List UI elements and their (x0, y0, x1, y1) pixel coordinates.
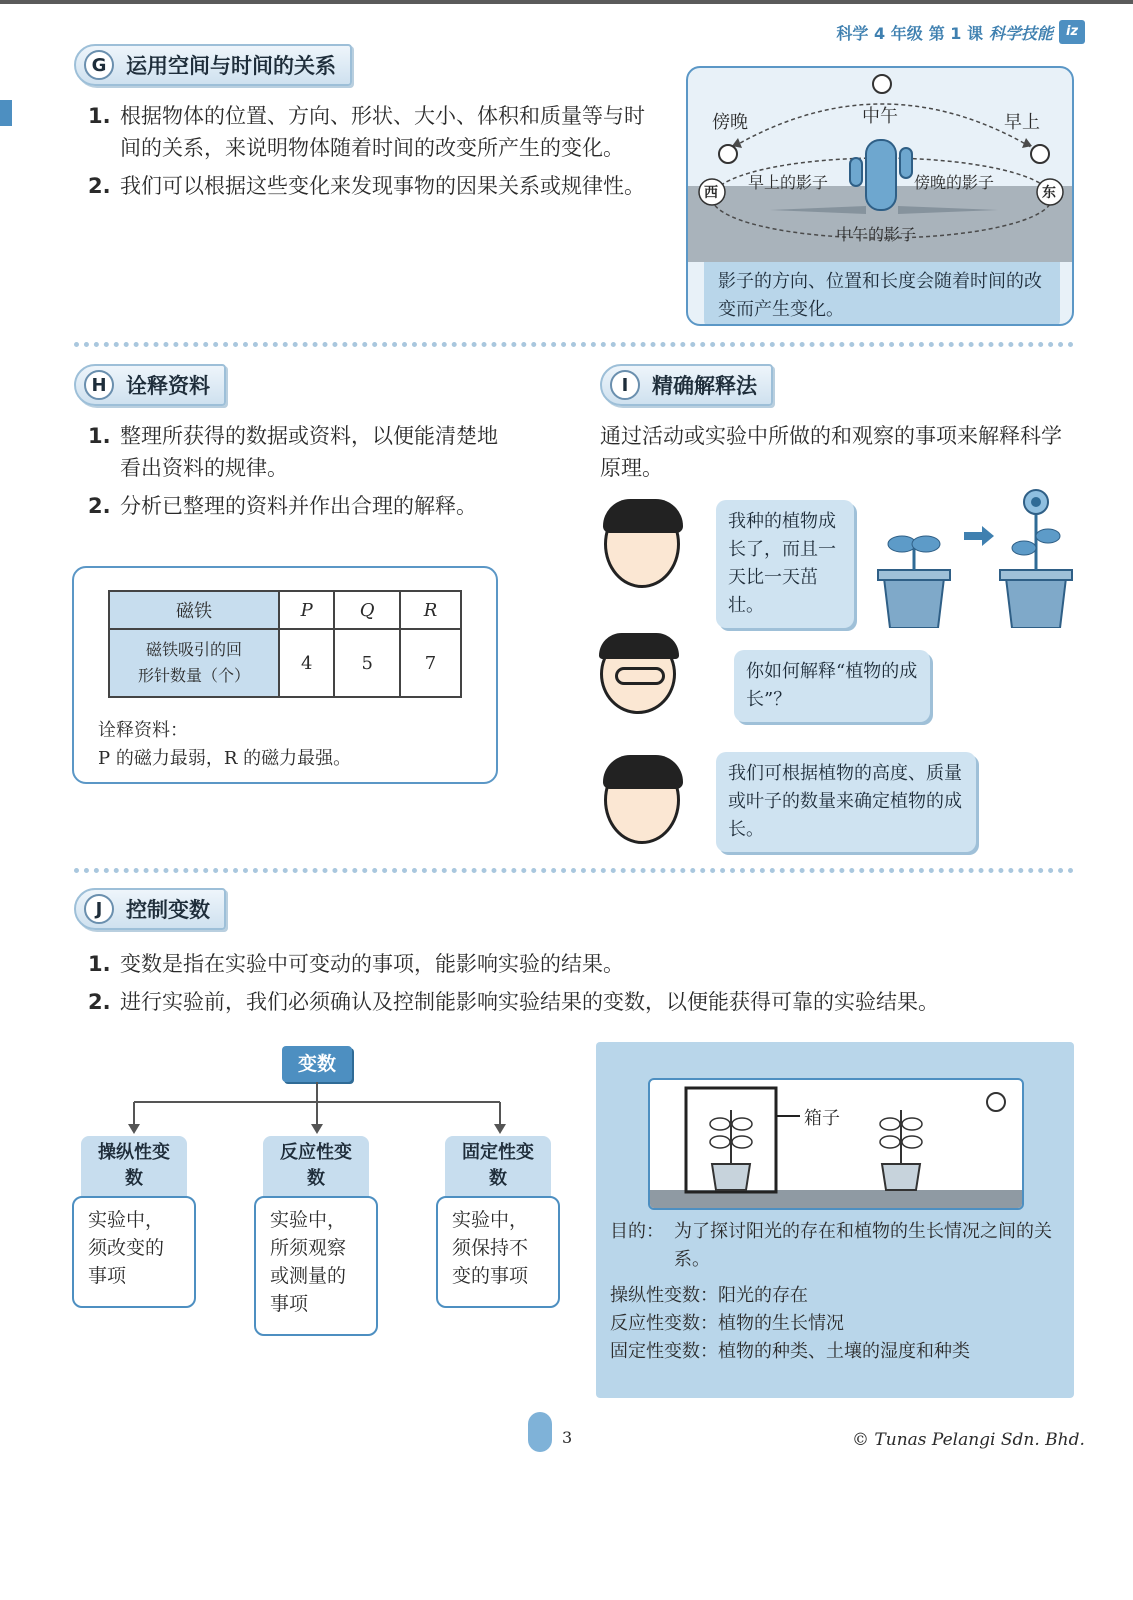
section-g-title: 运用空间与时间的关系 (126, 54, 336, 78)
label-evening: 傍晚 (712, 112, 748, 133)
glasses-icon (615, 667, 665, 685)
left-margin-tab (0, 100, 12, 126)
speech-bubble-2: 你如何解释“植物的成长”？ (734, 650, 930, 722)
table-row (109, 591, 461, 629)
label-shadow-morning: 早上的影子 (748, 173, 829, 192)
constant-title: 固定性变数 (445, 1136, 551, 1220)
plant-in-sun-icon (880, 1110, 922, 1190)
experiment-manipulated: 操纵性变数：阳光的存在 (610, 1285, 808, 1306)
header-topic: 科学技能 (988, 23, 1053, 43)
interpretation-text: P 的磁力最弱，R 的磁力最强。 (98, 748, 352, 769)
interpretation-title: 诠释资料： (98, 720, 188, 741)
label-west: 西 (704, 185, 718, 201)
girl-avatar-2 (604, 756, 680, 844)
table-cell-r: 7 (400, 629, 461, 697)
seedling-pot-icon (878, 536, 950, 628)
section-j-heading (74, 888, 226, 930)
experiment-constant: 固定性变数：植物的种类、土壤的湿度和种类 (610, 1341, 970, 1362)
table-col-q: Q (334, 591, 400, 629)
section-j-list (88, 948, 1078, 1024)
arrow-right-icon (964, 526, 994, 546)
experiment-illustration (648, 1078, 1024, 1210)
section-i-heading (600, 364, 773, 406)
section-g-letter: G (84, 50, 114, 80)
experiment-drawing (650, 1080, 1024, 1210)
responding-title: 反应性变数 (263, 1136, 369, 1220)
table-row-label: 磁铁吸引的回 形针数量（个） (109, 629, 279, 697)
responding-desc: 实验中，所须观察或测量的事项 (254, 1196, 378, 1336)
girl-avatar-1 (604, 500, 680, 588)
plant-in-box-icon (710, 1110, 752, 1190)
section-i-letter: I (610, 370, 640, 400)
divider-1 (74, 342, 1074, 347)
table-header-magnet: 磁铁 (109, 591, 279, 629)
section-j-title: 控制变数 (126, 898, 210, 922)
shadow-caption: 影子的方向、位置和长度会随着时间的改变而产生变化。 (704, 262, 1060, 326)
magnet-table (108, 590, 462, 698)
responding-variable (254, 1136, 378, 1336)
page-number: 3 (562, 1428, 573, 1447)
copyright: © Tunas Pelangi Sdn. Bhd. (852, 1430, 1085, 1450)
variables-root: 变数 (282, 1046, 352, 1082)
section-j-letter: J (84, 894, 114, 924)
mascot-icon (528, 1412, 552, 1452)
constant-variable (436, 1136, 560, 1308)
label-morning: 早上 (1004, 112, 1040, 133)
shadow-figure (686, 66, 1074, 326)
section-i-title: 精确解释法 (652, 374, 757, 398)
sun-morning-icon (1031, 145, 1049, 163)
experiment-panel (596, 1042, 1074, 1398)
header-subject: 科学 4 年级 (836, 23, 923, 43)
table-cell-q: 5 (334, 629, 400, 697)
manipulated-desc: 实验中，须改变的事项 (72, 1196, 196, 1308)
aim-label: 目的： (610, 1221, 664, 1242)
boy-avatar (600, 634, 676, 714)
publisher-logo: iz (1059, 20, 1085, 44)
flower-pot-icon (1000, 490, 1072, 628)
section-g-list (88, 100, 648, 208)
sun-noon-icon (873, 75, 891, 93)
list-item: 1. 根据物体的位置、方向、形状、大小、体积和质量等与时间的关系，来说明物体随着时间的改变所产生的变化。 (88, 104, 645, 160)
list-item: 2. 分析已整理的资料并作出合理的解释。 (88, 494, 477, 518)
section-h-list (88, 420, 508, 528)
table-col-r: R (400, 591, 461, 629)
plant-growth-illustration (864, 488, 1084, 628)
experiment-aim (610, 1218, 1060, 1274)
table-row (109, 629, 461, 697)
list-item: 1. 变数是指在实验中可变动的事项，能影响实验的结果。 (88, 952, 624, 976)
sun-icon (987, 1093, 1005, 1111)
sun-evening-icon (719, 145, 737, 163)
aim-text: 为了探讨阳光的存在和植物的生长情况之间的关系。 (674, 1221, 1052, 1270)
section-h-title: 诠释资料 (126, 374, 210, 398)
header-lesson: 第 1 课 (928, 23, 983, 43)
section-h-letter: H (84, 370, 114, 400)
box-label: 箱子 (804, 1108, 840, 1129)
list-item: 1. 整理所获得的数据或资料，以便能清楚地看出资料的规律。 (88, 424, 498, 480)
label-shadow-evening: 傍晚的影子 (914, 173, 995, 192)
label-shadow-noon: 中午的影子 (836, 225, 917, 244)
divider-2 (74, 868, 1074, 873)
header-rule (0, 0, 1133, 4)
section-g-heading (74, 44, 352, 86)
experiment-responding: 反应性变数：植物的生长情况 (610, 1313, 844, 1334)
label-east: 东 (1042, 185, 1056, 201)
section-i-intro: 通过活动或实验中所做的和观察的事项来解释科学原理。 (600, 424, 1062, 480)
manipulated-title: 操纵性变数 (81, 1136, 187, 1220)
page-header (836, 20, 1085, 44)
manipulated-variable (72, 1136, 196, 1308)
section-h-heading (74, 364, 226, 406)
magnet-data-box (72, 566, 498, 784)
list-item: 2. 进行实验前，我们必须确认及控制能影响实验结果的变数，以便能获得可靠的实验结果。 (88, 990, 939, 1014)
speech-bubble-1: 我种的植物成长了，而且一天比一天茁壮。 (716, 500, 854, 628)
speech-bubble-3: 我们可根据植物的高度、质量或叶子的数量来确定植物的成长。 (716, 752, 976, 852)
label-noon: 中午 (862, 106, 898, 127)
constant-desc: 实验中，须保持不变的事项 (436, 1196, 560, 1308)
list-item: 2. 我们可以根据这些变化来发现事物的因果关系或规律性。 (88, 174, 645, 198)
table-col-p: P (279, 591, 334, 629)
table-cell-p: 4 (279, 629, 334, 697)
